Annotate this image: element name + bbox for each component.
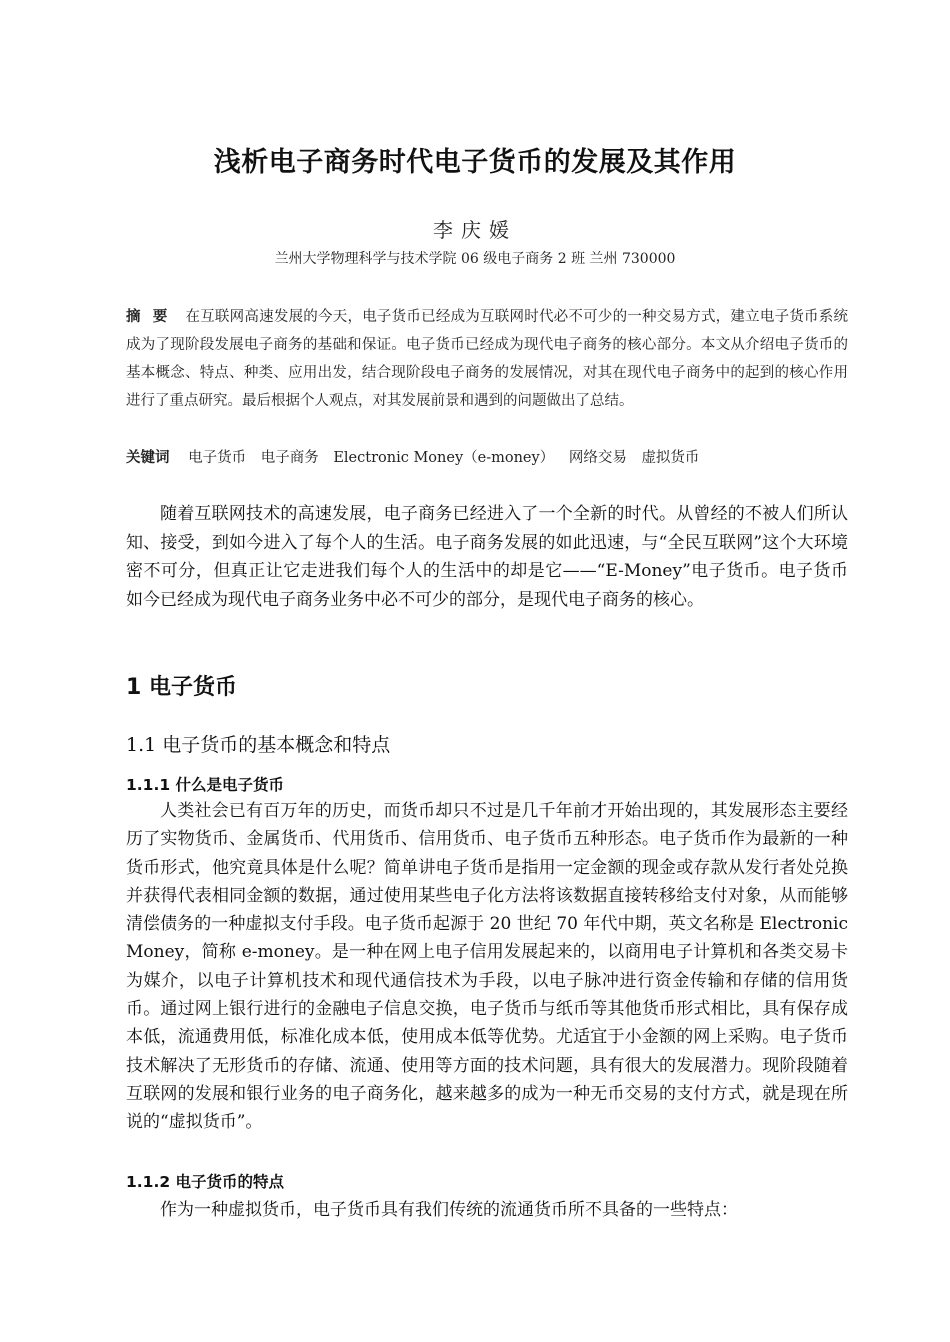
abstract xyxy=(126,303,848,415)
body-paragraph: 人类社会已有百万年的历史，而货币却只不过是几千年前才开始出现的，其发展形态主要经历了实物货币、金属货币、代用货币、信用货币、电子货币五种形态。电子货币作为最新的一种货币形式，他究竟具体是什么呢？简单讲电子货币是指用一定金额的现金或存款从发行者处兑换并获得代表相同金额的数据，通过使用某些电子化方法将该数据直接转移给支付对象，从而能够清偿债务的一种虚拟支付手段。电子货币起源于 20 世纪 70 年代中期，英文名称是 Electronic Money，简称 e-money。是一种在网上电子信用发展起来的，以商用电子计算机和各类交易卡为媒介，以电子计算机技术和现代通信技术为手段，以电子脉冲进行资金传输和存储的信用货币。通过网上银行进行的金融电子信息交换，电子货币与纸币等其他货币形式相比，具有保存成本低，流通费用低，标准化成本低，使用成本低等优势。尤适宜于小金额的网上采购。电子货币技术解决了无形货币的存储、流通、使用等方面的技术问题，具有很大的发展潜力。现阶段随着互联网的发展和银行业务的电子商务化，越来越多的成为一种无币交易的支付方式，就是现在所说的“虚拟货币”。 xyxy=(126,801,848,1133)
subsubsection-heading: 1.1.2 电子货币的特点 xyxy=(126,1173,285,1191)
keyword-item: 电子货币 xyxy=(188,450,247,466)
author-affiliation: 兰州大学物理科学与技术学院 06 级电子商务 2 班 兰州 730000 xyxy=(274,251,676,267)
paper-title: 浅析电子商务时代电子货币的发展及其作用 xyxy=(213,147,737,178)
keyword-item: 虚拟货币 xyxy=(641,450,700,466)
keywords-label: 关键词 xyxy=(126,450,170,466)
keyword-item: Electronic Money（e-money） xyxy=(333,450,555,466)
subsection-heading: 1.1 电子货币的基本概念和特点 xyxy=(126,734,391,756)
body-paragraph: 作为一种虚拟货币，电子货币具有我们传统的流通货币所不具备的一些特点： xyxy=(160,1200,738,1220)
keywords xyxy=(126,444,848,472)
keyword-item: 网络交易 xyxy=(568,450,627,466)
intro-paragraph: 随着互联网技术的高速发展，电子商务已经进入了一个全新的时代。从曾经的不被人们所认知、接受，到如今进入了每个人的生活。电子商务发展的如此迅速，与“全民互联网”这个大环境密不可分，但真正让它走进我们每个人的生活中的却是它——“E-Money”电子货币。电子货币如今已经成为现代电子商务业务中必不可少的部分，是现代电子商务的核心。 xyxy=(126,504,848,610)
subsubsection-heading: 1.1.1 什么是电子货币 xyxy=(126,776,285,794)
author-name: 李庆媛 xyxy=(433,218,517,242)
abstract-label: 摘要 xyxy=(126,309,180,325)
abstract-text: 在互联网高速发展的今天，电子货币已经成为互联网时代必不可少的一种交易方式，建立电子货币系统成为了现阶段发展电子商务的基础和保证。电子货币已经成为现代电子商务的核心部分。本文从介绍电子货币的基本概念、特点、种类、应用出发，结合现阶段电子商务的发展情况，对其在现代电子商务中的起到的核心作用进行了重点研究。最后根据个人观点，对其发展前景和遇到的问题做出了总结。 xyxy=(126,309,849,409)
section-heading: 1 电子货币 xyxy=(126,675,237,700)
keyword-item: 电子商务 xyxy=(260,450,319,466)
